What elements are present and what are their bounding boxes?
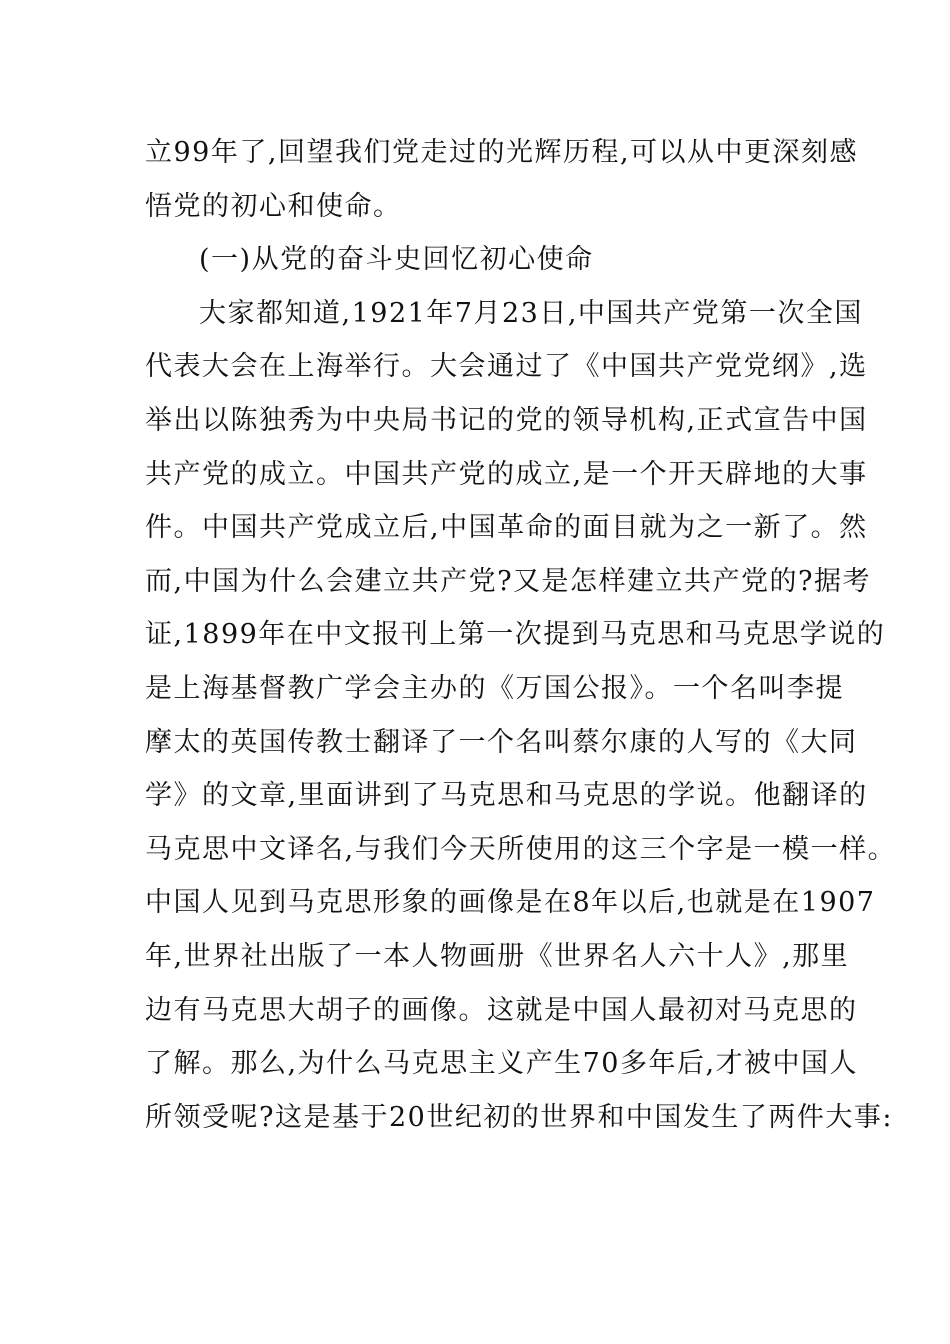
text-line: 代表大会在上海举行。大会通过了《中国共产党党纲》,选 [145, 351, 868, 383]
text-line: 学》的文章,里面讲到了马克思和马克思的学说。他翻译的 [145, 780, 868, 812]
text-line: 所领受呢?这是基于20世纪初的世界和中国发生了两件大事: [145, 1101, 893, 1133]
text-line: 证,1899年在中文报刊上第一次提到马克思和马克思学说的 [145, 619, 886, 651]
text-line: 马克思中文译名,与我们今天所使用的这三个字是一模一样。 [145, 833, 897, 865]
text-line: 中国人见到马克思形象的画像是在8年以后,也就是在1907 [145, 887, 876, 919]
text-line: 年,世界社出版了一本人物画册《世界名人六十人》,那里 [145, 940, 850, 972]
text-line: 共产党的成立。中国共产党的成立,是一个开天辟地的大事 [145, 458, 868, 490]
text-line: 大家都知道,1921年7月23日,中国共产党第一次全国 [199, 297, 863, 329]
text-line: 了解。那么,为什么马克思主义产生70多年后,才被中国人 [145, 1048, 859, 1080]
text-line: 边有马克思大胡子的画像。这就是中国人最初对马克思的 [145, 994, 858, 1026]
text-line: 立99年了,回望我们党走过的光辉历程,可以从中更深刻感 [145, 137, 859, 168]
text-line: 而,中国为什么会建立共产党?又是怎样建立共产党的?据考 [145, 565, 872, 597]
text-line: 举出以陈独秀为中央局书记的党的领导机构,正式宣告中国 [145, 404, 868, 436]
text-line: 摩太的英国传教士翻译了一个名叫蔡尔康的人写的《大同 [145, 726, 858, 758]
text-line: 件。中国共产党成立后,中国革命的面目就为之一新了。然 [145, 512, 868, 544]
document-body [145, 126, 897, 1144]
text-line: 是上海基督教广学会主办的《万国公报》。一个名叫李提 [145, 672, 844, 704]
section-heading: (一)从党的奋斗史回忆初心使命 [199, 244, 594, 276]
text-line: 悟党的初心和使命。 [145, 190, 402, 222]
